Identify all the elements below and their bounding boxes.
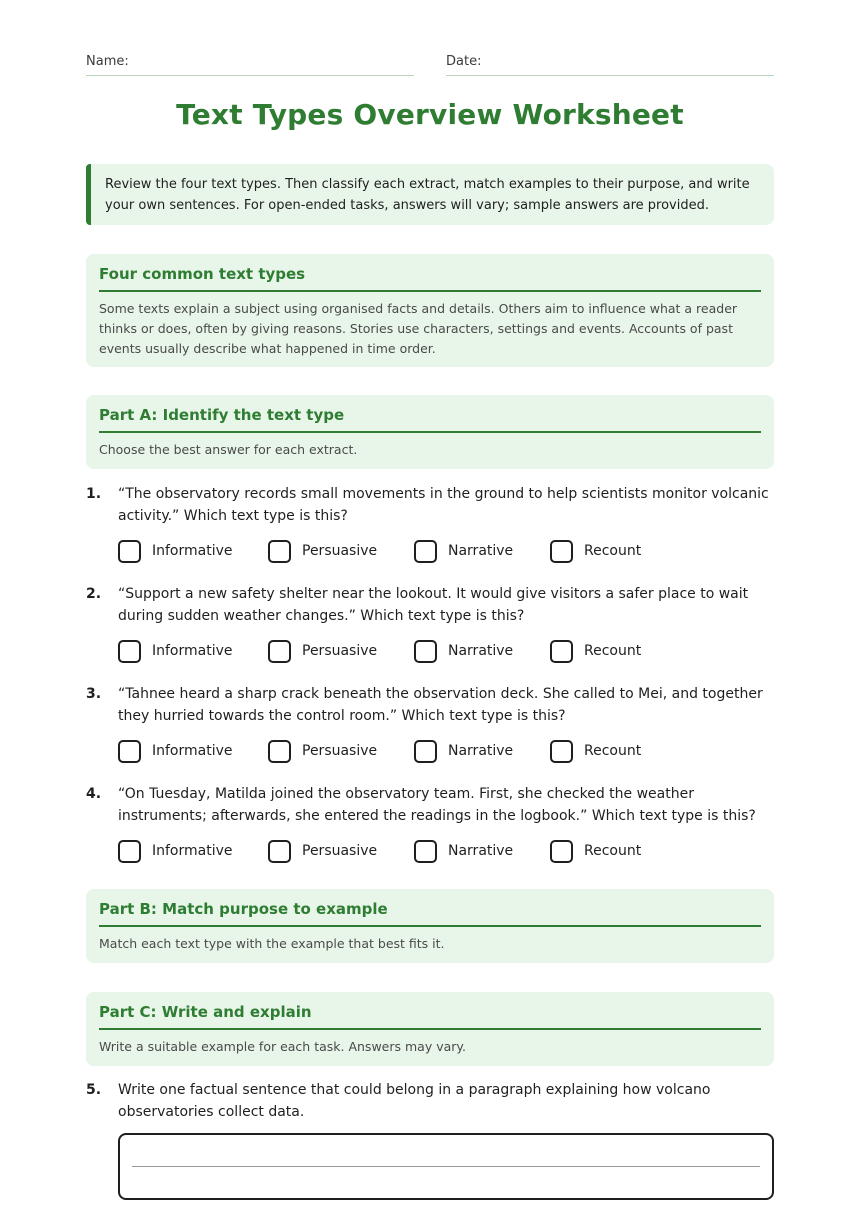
date-label: Date: bbox=[446, 54, 482, 69]
option-narrative[interactable]: Narrative bbox=[414, 739, 513, 763]
text-types-overview-box bbox=[86, 254, 774, 367]
name-field[interactable] bbox=[86, 54, 414, 76]
option-informative[interactable]: Informative bbox=[118, 539, 233, 563]
checkbox[interactable] bbox=[550, 640, 573, 663]
question-text: “On Tuesday, Matilda joined the observatory team. First, she checked the weather instruments; afterwards, she entered the readings in the logbook.” Which text type is this? bbox=[118, 786, 756, 824]
part-a-heading: Part A: Identify the text type bbox=[99, 405, 761, 433]
date-field[interactable] bbox=[446, 54, 774, 76]
checkbox[interactable] bbox=[118, 540, 141, 563]
question-text: “The observatory records small movements in the ground to help scientists monitor volcanic activity.” Which text type is this? bbox=[118, 486, 769, 524]
instructions-callout: Review the four text types. Then classify each extract, match examples to their purpose, and write your own sentences. For open-ended tasks, answers will vary; sample answers are provided. bbox=[86, 164, 774, 225]
answer-options bbox=[118, 539, 774, 565]
option-recount[interactable]: Recount bbox=[550, 639, 641, 663]
option-persuasive[interactable]: Persuasive bbox=[268, 639, 377, 663]
question-4 bbox=[86, 783, 774, 865]
question-number: 3. bbox=[86, 686, 102, 702]
question-5 bbox=[86, 1079, 774, 1123]
part-b-heading: Part B: Match purpose to example bbox=[99, 899, 761, 927]
question-text: “Tahnee heard a sharp crack beneath the observation deck. She called to Mei, and together they hurried towards the control room.” Which text type is this? bbox=[118, 686, 763, 724]
question-number: 4. bbox=[86, 786, 102, 802]
name-label: Name: bbox=[86, 54, 129, 69]
option-narrative[interactable]: Narrative bbox=[414, 839, 513, 863]
checkbox[interactable] bbox=[414, 640, 437, 663]
question-3 bbox=[86, 683, 774, 765]
overview-body: Some texts explain a subject using organised facts and details. Others aim to influence what a reader thinks or does, often by giving reasons. Stories use characters, settings and events. Accounts of past events usually describe what happened in time order. bbox=[99, 301, 738, 356]
question-number: 5. bbox=[86, 1082, 102, 1098]
checkbox[interactable] bbox=[118, 840, 141, 863]
option-persuasive[interactable]: Persuasive bbox=[268, 739, 377, 763]
question-number: 2. bbox=[86, 586, 102, 602]
option-recount[interactable]: Recount bbox=[550, 839, 641, 863]
part-c-heading: Part C: Write and explain bbox=[99, 1002, 761, 1030]
option-informative[interactable]: Informative bbox=[118, 639, 233, 663]
writing-line bbox=[132, 1166, 760, 1167]
option-persuasive[interactable]: Persuasive bbox=[268, 839, 377, 863]
option-recount[interactable]: Recount bbox=[550, 739, 641, 763]
question-2 bbox=[86, 583, 774, 665]
option-informative[interactable]: Informative bbox=[118, 739, 233, 763]
checkbox[interactable] bbox=[268, 640, 291, 663]
checkbox[interactable] bbox=[550, 840, 573, 863]
checkbox[interactable] bbox=[118, 740, 141, 763]
part-b-instructions: Match each text type with the example that best fits it. bbox=[99, 936, 445, 951]
checkbox[interactable] bbox=[550, 540, 573, 563]
checkbox[interactable] bbox=[414, 740, 437, 763]
overview-heading: Four common text types bbox=[99, 264, 761, 292]
worksheet-title: Text Types Overview Worksheet bbox=[176, 98, 684, 131]
checkbox[interactable] bbox=[414, 540, 437, 563]
written-answer-box[interactable] bbox=[118, 1133, 774, 1200]
option-recount[interactable]: Recount bbox=[550, 539, 641, 563]
part-c-box bbox=[86, 992, 774, 1066]
student-info-fields bbox=[86, 54, 774, 76]
option-persuasive[interactable]: Persuasive bbox=[268, 539, 377, 563]
question-text: Write one factual sentence that could belong in a paragraph explaining how volcano observatories collect data. bbox=[118, 1082, 711, 1120]
option-informative[interactable]: Informative bbox=[118, 839, 233, 863]
question-1 bbox=[86, 483, 774, 565]
checkbox[interactable] bbox=[118, 640, 141, 663]
checkbox[interactable] bbox=[414, 840, 437, 863]
part-c-instructions: Write a suitable example for each task. Answers may vary. bbox=[99, 1039, 466, 1054]
question-text: “Support a new safety shelter near the lookout. It would give visitors a safer place to wait during sudden weather changes.” Which text type is this? bbox=[118, 586, 749, 624]
part-a-box bbox=[86, 395, 774, 469]
checkbox[interactable] bbox=[268, 740, 291, 763]
option-narrative[interactable]: Narrative bbox=[414, 539, 513, 563]
checkbox[interactable] bbox=[550, 740, 573, 763]
checkbox[interactable] bbox=[268, 540, 291, 563]
part-b-box bbox=[86, 889, 774, 963]
option-narrative[interactable]: Narrative bbox=[414, 639, 513, 663]
answer-options bbox=[118, 639, 774, 665]
answer-options bbox=[118, 839, 774, 865]
part-a-instructions: Choose the best answer for each extract. bbox=[99, 442, 358, 457]
answer-options bbox=[118, 739, 774, 765]
checkbox[interactable] bbox=[268, 840, 291, 863]
question-number: 1. bbox=[86, 486, 102, 502]
